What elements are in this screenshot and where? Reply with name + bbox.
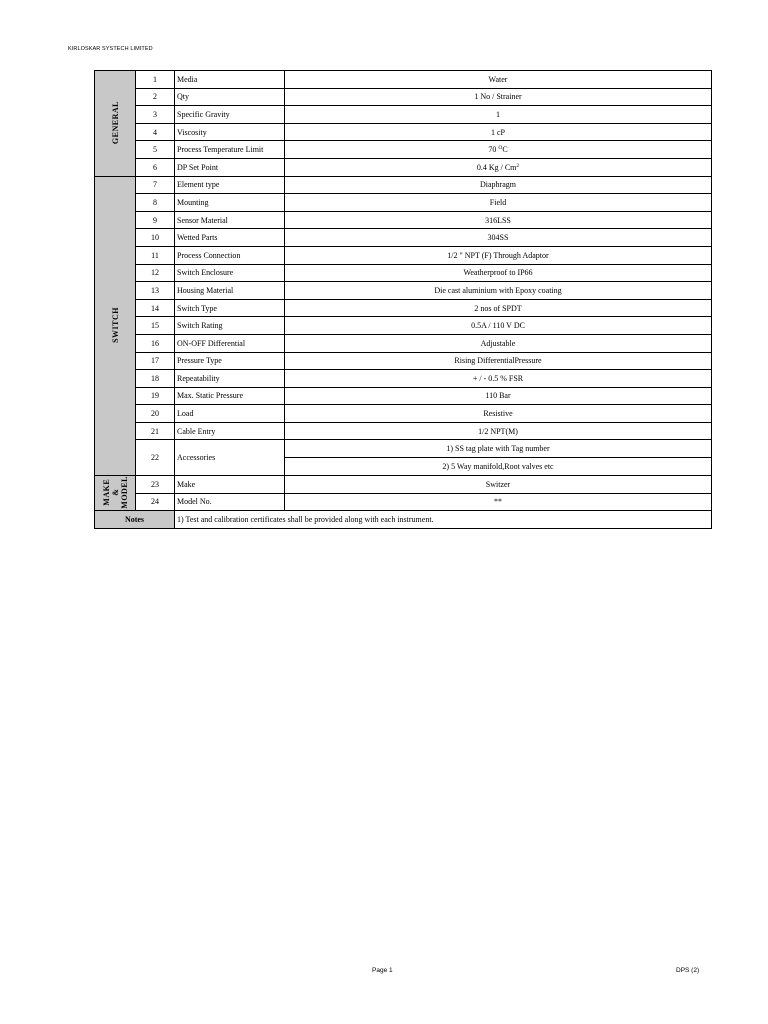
parameter-value: Weatherproof to IP66 [285, 264, 712, 282]
parameter-value: Water [285, 71, 712, 89]
parameter-value: 110 Bar [285, 387, 712, 405]
notes-row [95, 511, 712, 529]
parameter-value: 1/2 NPT(M) [285, 422, 712, 440]
parameter-label: Cable Entry [175, 422, 285, 440]
parameter-value: + / - 0.5 % FSR [285, 370, 712, 388]
row-number: 1 [136, 71, 175, 89]
parameter-label: Accessories [175, 440, 285, 475]
parameter-label: Switch Enclosure [175, 264, 285, 282]
parameter-label: Switch Rating [175, 317, 285, 335]
row-number: 17 [136, 352, 175, 370]
table-row [95, 440, 712, 458]
group-general: GENERAL [95, 71, 136, 177]
parameter-value: 1/2 " NPT (F) Through Adaptor [285, 246, 712, 264]
parameter-value: Resistive [285, 405, 712, 423]
specification-table [94, 70, 712, 529]
row-number: 2 [136, 88, 175, 106]
table-row [95, 493, 712, 511]
table-row [95, 422, 712, 440]
parameter-label: Switch Type [175, 299, 285, 317]
parameter-label: Mounting [175, 194, 285, 212]
table-row [95, 88, 712, 106]
row-number: 14 [136, 299, 175, 317]
parameter-label: Load [175, 405, 285, 423]
table-row [95, 246, 712, 264]
parameter-value: 0.5A / 110 V DC [285, 317, 712, 335]
parameter-label: Wetted Parts [175, 229, 285, 247]
table-row [95, 141, 712, 159]
document-id: DPS (2) [676, 967, 700, 974]
parameter-label: Media [175, 71, 285, 89]
parameter-value: Diaphragm [285, 176, 712, 194]
row-number: 9 [136, 211, 175, 229]
row-number: 7 [136, 176, 175, 194]
group-make-model: MAKE & MODEL [95, 475, 136, 511]
row-number: 6 [136, 158, 175, 176]
parameter-label: Max. Static Pressure [175, 387, 285, 405]
parameter-value: 1) SS tag plate with Tag number [285, 440, 712, 458]
table-row [95, 317, 712, 335]
row-number: 15 [136, 317, 175, 335]
parameter-label: Pressure Type [175, 352, 285, 370]
parameter-value: 304SS [285, 229, 712, 247]
table-row [95, 264, 712, 282]
row-number: 5 [136, 141, 175, 159]
table-row [95, 387, 712, 405]
table-row [95, 176, 712, 194]
table-row [95, 158, 712, 176]
parameter-label: Sensor Material [175, 211, 285, 229]
row-number: 19 [136, 387, 175, 405]
parameter-label: Housing Material [175, 282, 285, 300]
table-row [95, 370, 712, 388]
row-number: 20 [136, 405, 175, 423]
company-name: KIRLOSKAR SYSTECH LIMITED [68, 46, 153, 52]
row-number: 24 [136, 493, 175, 511]
parameter-label: Specific Gravity [175, 106, 285, 124]
parameter-label: Process Connection [175, 246, 285, 264]
row-number: 10 [136, 229, 175, 247]
parameter-label: Process Temperature Limit [175, 141, 285, 159]
row-number: 13 [136, 282, 175, 300]
table-row [95, 405, 712, 423]
parameter-value: 2 nos of SPDT [285, 299, 712, 317]
parameter-value: Die cast aluminium with Epoxy coating [285, 282, 712, 300]
parameter-value: Switzer [285, 475, 712, 493]
row-number: 18 [136, 370, 175, 388]
parameter-label: DP Set Point [175, 158, 285, 176]
parameter-label: Make [175, 475, 285, 493]
table-row [95, 334, 712, 352]
parameter-label: ON-OFF Differential [175, 334, 285, 352]
parameter-label: Element type [175, 176, 285, 194]
row-number: 21 [136, 422, 175, 440]
row-number: 12 [136, 264, 175, 282]
table-row [95, 299, 712, 317]
table-row [95, 71, 712, 89]
parameter-value: ** [285, 493, 712, 511]
table-row [95, 123, 712, 141]
notes-text: 1) Test and calibration certificates shall be provided along with each instrument. [175, 511, 712, 529]
parameter-label: Model No. [175, 493, 285, 511]
parameter-value: 2) 5 Way manifold,Root valves etc [285, 458, 712, 476]
table-row [95, 475, 712, 493]
table-row [95, 229, 712, 247]
row-number: 22 [136, 440, 175, 475]
row-number: 23 [136, 475, 175, 493]
table-row [95, 282, 712, 300]
parameter-value: 0.4 Kg / Cm$^2$ [285, 158, 712, 176]
row-number: 16 [136, 334, 175, 352]
parameter-value: 316LSS [285, 211, 712, 229]
row-number: 3 [136, 106, 175, 124]
parameter-value: 70 $^O$C [285, 141, 712, 159]
parameter-value: Adjustable [285, 334, 712, 352]
page-number: Page 1 [372, 967, 393, 974]
parameter-label: Repeatability [175, 370, 285, 388]
row-number: 8 [136, 194, 175, 212]
table-row [95, 352, 712, 370]
parameter-label: Viscosity [175, 123, 285, 141]
table-row [95, 194, 712, 212]
table-row [95, 211, 712, 229]
parameter-value: 1 No / Strainer [285, 88, 712, 106]
table-row [95, 106, 712, 124]
parameter-value: 1 cP [285, 123, 712, 141]
group-switch: SWITCH [95, 176, 136, 475]
parameter-value: Rising DifferentialPressure [285, 352, 712, 370]
parameter-value: 1 [285, 106, 712, 124]
parameter-label: Qty [175, 88, 285, 106]
row-number: 4 [136, 123, 175, 141]
notes-label: Notes [95, 511, 175, 529]
row-number: 11 [136, 246, 175, 264]
parameter-value: Field [285, 194, 712, 212]
